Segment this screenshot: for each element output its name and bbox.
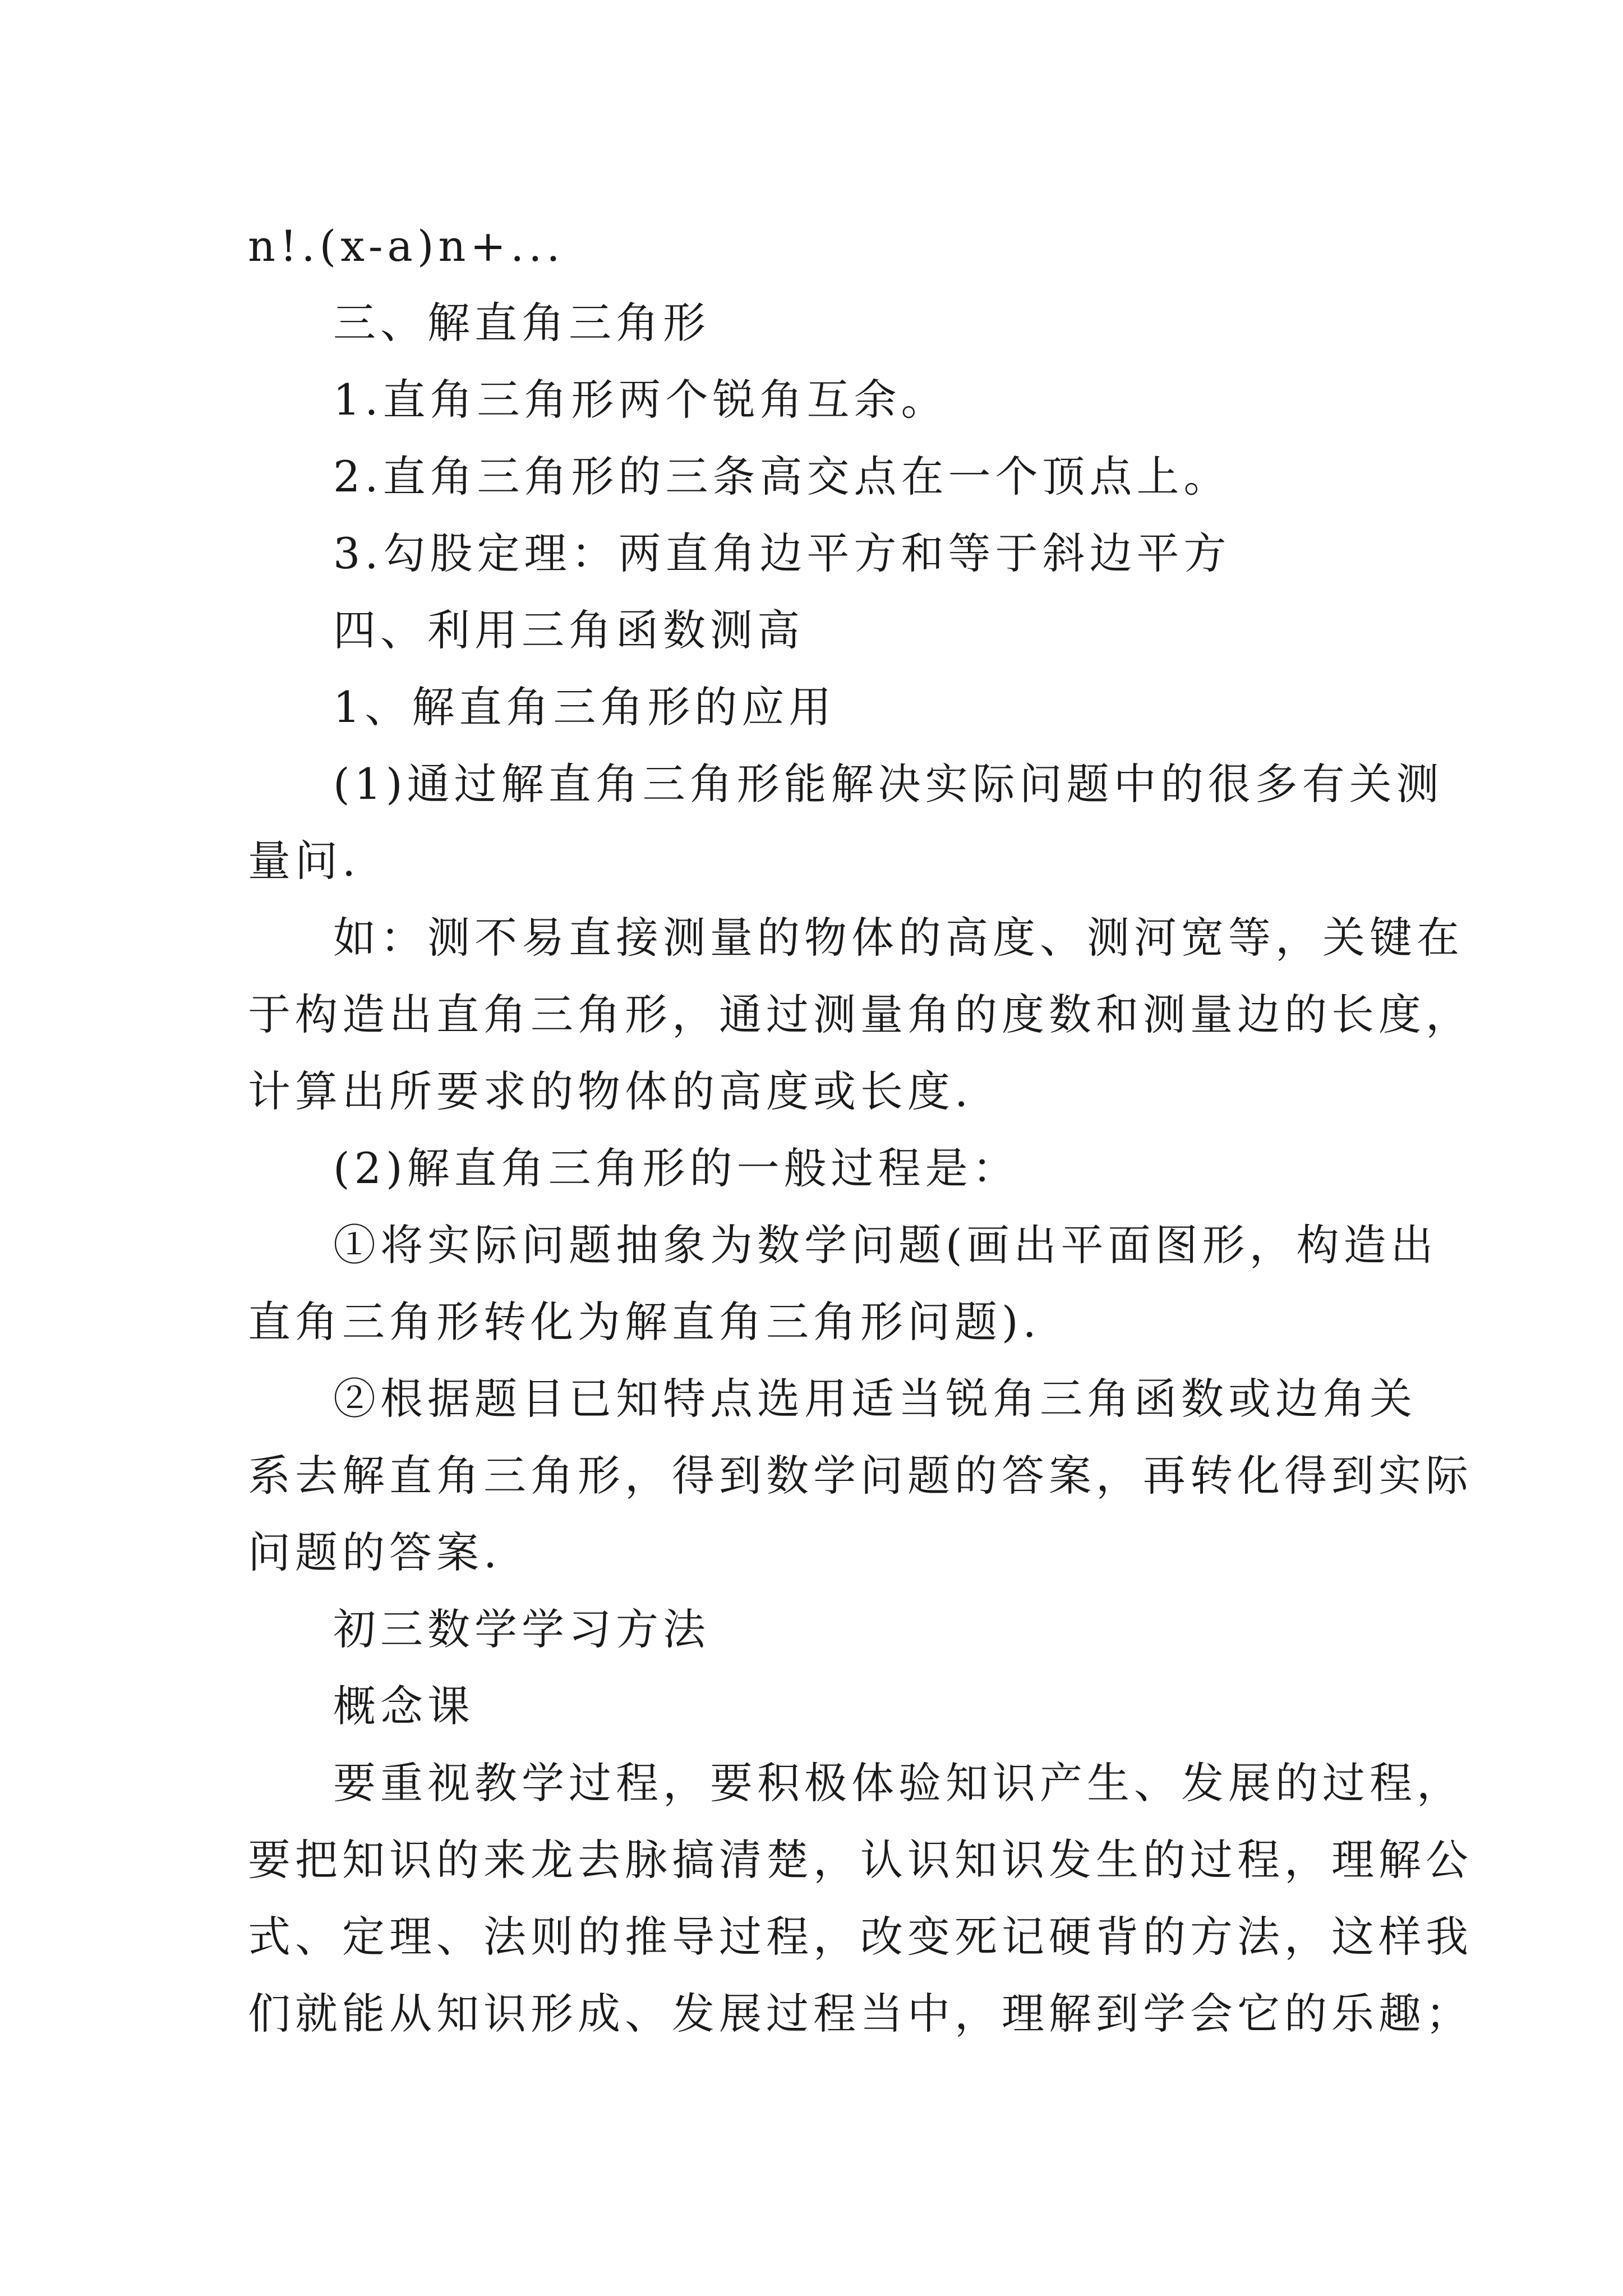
text-line: (1)通过解直角三角形能解决实际问题中的很多有关测 (333, 759, 1444, 809)
section-heading: 三、解直角三角形 (333, 298, 710, 348)
document-body (248, 208, 1473, 2052)
text-line: 直角三角形转化为解直角三角形问题). (248, 1297, 1041, 1347)
text-line: n!.(x-a)n+... (248, 221, 565, 271)
text-line: 要把知识的来龙去脉搞清楚，认识知识发生的过程，理解公 (248, 1835, 1473, 1885)
subsection-heading: 1、解直角三角形的应用 (333, 682, 836, 732)
text-line: 们就能从知识形成、发展过程当中，理解到学会它的乐趣； (248, 1989, 1473, 2039)
subsection-heading: 概念课 (333, 1681, 474, 1731)
text-line: ①将实际问题抽象为数学问题(画出平面图形，构造出 (333, 1220, 1438, 1270)
list-item: 2.直角三角形的三条高交点在一个顶点上。 (333, 452, 1231, 501)
text-line: ②根据题目已知特点选用适当锐角三角函数或边角关 (333, 1374, 1417, 1424)
text-line: 问题的答案. (248, 1527, 502, 1577)
text-line: 要重视教学过程，要积极体验知识产生、发展的过程， (333, 1758, 1464, 1808)
text-line: 系去解直角三角形，得到数学问题的答案，再转化得到实际 (248, 1451, 1473, 1501)
text-line: (2)解直角三角形的一般过程是： (333, 1143, 1020, 1193)
list-item: 1.直角三角形两个锐角互余。 (333, 375, 948, 425)
text-line: 如：测不易直接测量的物体的高度、测河宽等，关键在 (333, 913, 1464, 963)
list-item: 3.勾股定理：两直角边平方和等于斜边平方 (333, 528, 1231, 578)
section-heading: 四、利用三角函数测高 (333, 605, 804, 655)
text-line: 量问. (248, 836, 361, 886)
section-heading: 初三数学学习方法 (333, 1604, 710, 1654)
text-line: 式、定理、法则的推导过程，改变死记硬背的方法，这样我 (248, 1912, 1473, 1962)
text-line: 于构造出直角三角形，通过测量角的度数和测量边的长度， (248, 990, 1473, 1039)
text-line: 计算出所要求的物体的高度或长度. (248, 1066, 973, 1116)
